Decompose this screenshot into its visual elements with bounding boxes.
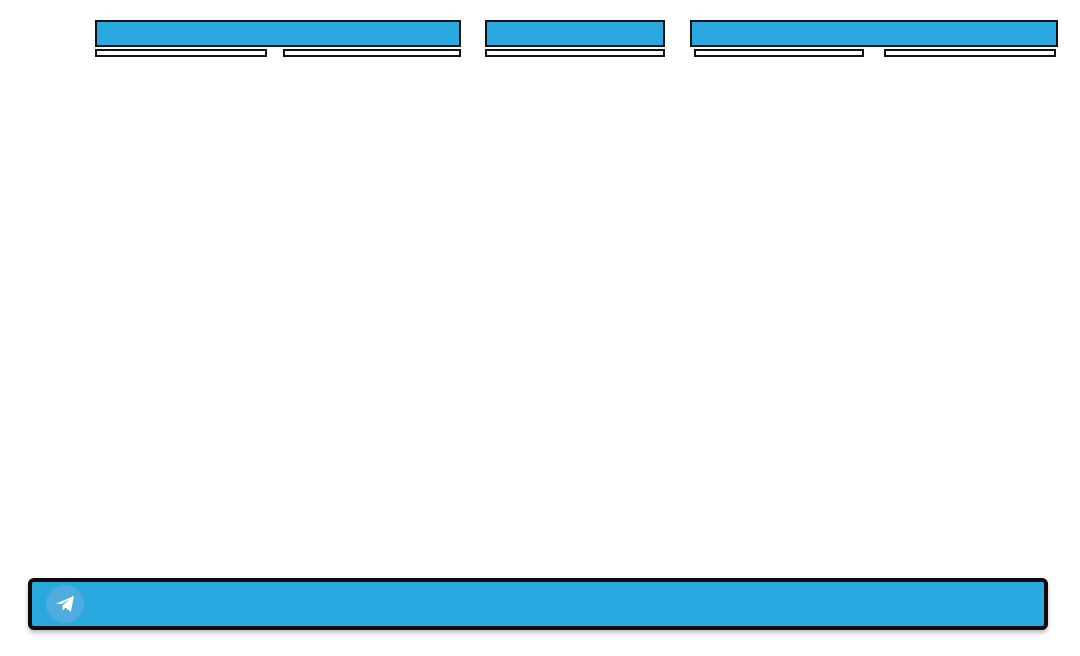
galvanized-sheet-column-a — [694, 49, 864, 57]
telegram-icon — [46, 585, 84, 623]
oiled-sheet-column-a — [95, 49, 267, 57]
galvanized-sheet-column-b — [884, 49, 1056, 57]
contact-bar — [28, 578, 1048, 630]
colored-sheet-column — [485, 49, 665, 57]
colored-sheet-title — [485, 20, 665, 47]
oiled-sheet-title — [95, 20, 461, 47]
galvanized-sheet-title — [690, 20, 1058, 47]
oiled-sheet-column-b — [283, 49, 461, 57]
